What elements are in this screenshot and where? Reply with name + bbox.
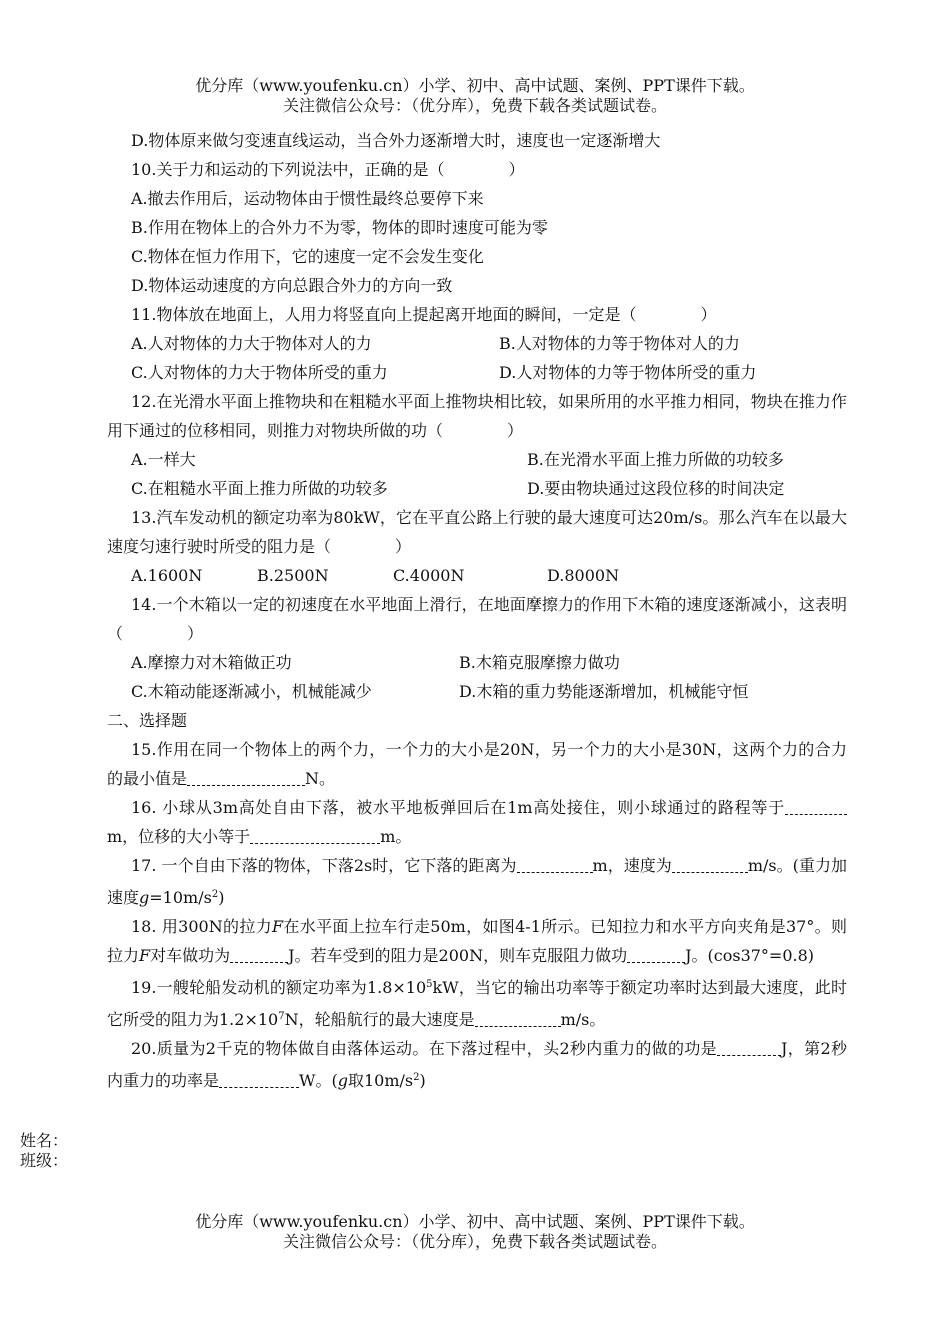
q18-f-symbol: F bbox=[272, 917, 284, 936]
q11-options-row-2 bbox=[107, 358, 847, 387]
q15-text bbox=[107, 735, 847, 793]
q18-text-1: 18. 用300N的拉力 bbox=[131, 917, 272, 936]
student-class-label: 班级： bbox=[20, 1151, 69, 1170]
q15-answer-blank[interactable] bbox=[187, 767, 305, 786]
q14-options-row-1 bbox=[107, 648, 847, 677]
q17-superscript: 2 bbox=[211, 889, 219, 900]
q13-option-b: B.2500N bbox=[257, 566, 329, 585]
q14-option-d: D.木箱的重力势能逐渐增加，机械能守恒 bbox=[459, 682, 749, 701]
q19-text-1: 19.一艘轮船发动机的额定功率为1.8×10 bbox=[131, 978, 427, 997]
q20-text bbox=[107, 1034, 847, 1095]
q10-option-a: A.撤去作用后，运动物体由于惯性最终总要停下来 bbox=[131, 189, 484, 208]
header-line-2: 关注微信公众号：（优分库），免费下载各类试题试卷。 bbox=[282, 96, 667, 115]
q10-option-b: B.作用在物体上的合外力不为零，物体的即时速度可能为零 bbox=[131, 218, 548, 237]
q18-text-4: J。若车受到的阻力是200N，则车克服阻力做功 bbox=[288, 946, 628, 965]
q10-stem: 10.关于力和运动的下列说法中，正确的是（ ） bbox=[131, 160, 525, 179]
q16-answer-blank-1[interactable] bbox=[785, 796, 847, 815]
q19-text bbox=[107, 970, 847, 1034]
q17-text-4: =10m/s bbox=[149, 888, 212, 907]
q11-option-a: A.人对物体的力大于物体对人的力 bbox=[131, 334, 372, 353]
q13-option-c: C.4000N bbox=[393, 566, 465, 585]
q15-text-1: 15.作用在同一个物体上的两个力，一个力的大小是20N，另一个力的大小是30N，这两个力的合力的最小值是 bbox=[107, 740, 847, 788]
q20-g-symbol: g bbox=[337, 1071, 348, 1090]
q20-text-4: 取10m/s bbox=[347, 1071, 414, 1090]
q12-stem: 12.在光滑水平面上推物块和在粗糙水平面上推物块相比较，如果所用的水平推力相同，物块在推力作用下通过的位移相同，则推力对物块所做的功（ ） bbox=[107, 392, 847, 440]
q18-text bbox=[107, 912, 847, 970]
q16-text-2: m，位移的大小等于 bbox=[107, 827, 251, 846]
q10-option-d: D.物体运动速度的方向总跟合外力的方向一致 bbox=[131, 276, 453, 295]
q18-text-3: 对车做功为 bbox=[150, 946, 231, 965]
q13-options bbox=[107, 561, 847, 590]
q16-text bbox=[107, 793, 847, 851]
q18-answer-blank-1[interactable] bbox=[230, 944, 288, 963]
q11-option-c: C.人对物体的力大于物体所受的重力 bbox=[131, 363, 388, 382]
q14-stem: 14.一个木箱以一定的初速度在水平地面上滑行，在地面摩擦力的作用下木箱的速度逐渐减小，这表明（ ） bbox=[107, 595, 847, 643]
q18-answer-blank-2[interactable] bbox=[627, 944, 685, 963]
q16-text-3: m。 bbox=[380, 827, 412, 846]
q10-option-c: C.物体在恒力作用下，它的速度一定不会发生变化 bbox=[131, 247, 484, 266]
q13-option-d: D.8000N bbox=[547, 566, 620, 585]
q19-text-2: kW，当它的输出功率等于额定功率时达到最大速度，此时它所受的阻力为1.2×10 bbox=[107, 978, 847, 1029]
q14-option-b: B.木箱克服摩擦力做功 bbox=[459, 653, 620, 672]
q18-text-5: J。(cos37°=0.8) bbox=[685, 946, 815, 965]
q16-text-1: 16. 小球从3m高处自由下落，被水平地板弹回后在1m高处接住，则小球通过的路程等于 bbox=[131, 798, 785, 817]
q20-text-2: J，第2秒内重力的功率是 bbox=[107, 1039, 847, 1090]
q17-answer-blank-1[interactable] bbox=[517, 854, 593, 873]
q12-options-row-1 bbox=[107, 445, 847, 474]
q20-text-3: W。( bbox=[299, 1071, 338, 1090]
q17-text-5: ) bbox=[218, 888, 225, 907]
section-2-heading: 二、选择题 bbox=[107, 711, 188, 730]
q18-text-2: 在水平面上拉车行走50m，如图4-1所示。已知拉力和水平方向夹角是37°。则拉力 bbox=[107, 917, 847, 965]
q19-text-4: m/s。 bbox=[560, 1010, 606, 1029]
q19-superscript-2: 7 bbox=[278, 1011, 285, 1022]
q17-g-symbol: g bbox=[139, 888, 150, 907]
q14-options-row-2 bbox=[107, 677, 847, 706]
q14-option-a: A.摩擦力对木箱做正功 bbox=[131, 653, 292, 672]
q17-text-2: m，速度为 bbox=[592, 856, 672, 875]
q12-option-a: A.一样大 bbox=[131, 450, 196, 469]
q20-answer-blank-2[interactable] bbox=[219, 1069, 299, 1088]
q12-options-row-2 bbox=[107, 474, 847, 503]
q17-text-3: m/s。(重力加速度 bbox=[107, 856, 847, 907]
q11-option-d: D.人对物体的力等于物体所受的重力 bbox=[499, 363, 757, 382]
page-footer bbox=[0, 1212, 950, 1252]
q19-answer-blank[interactable] bbox=[475, 1008, 561, 1027]
q20-text-1: 20.质量为2千克的物体做自由落体运动。在下落过程中，头2秒内重力的做的功是 bbox=[131, 1039, 718, 1058]
q15-text-2: N。 bbox=[305, 769, 336, 788]
q17-text-1: 17. 一个自由下落的物体，下落2s时，它下落的距离为 bbox=[131, 856, 517, 875]
q19-text-3: N，轮船航行的最大速度是 bbox=[284, 1010, 475, 1029]
q11-options-row-1 bbox=[107, 329, 847, 358]
q9-option-d: D.物体原来做匀变速直线运动，当合外力逐渐增大时，速度也一定逐渐增大 bbox=[131, 131, 661, 150]
q20-superscript: 2 bbox=[413, 1072, 420, 1083]
q19-superscript-1: 5 bbox=[426, 979, 433, 990]
footer-line-2: 关注微信公众号：（优分库），免费下载各类试题试卷。 bbox=[282, 1232, 667, 1251]
q20-answer-blank-1[interactable] bbox=[717, 1037, 781, 1056]
q11-stem: 11.物体放在地面上，人用力将竖直向上提起离开地面的瞬间，一定是（ ） bbox=[131, 305, 717, 324]
q12-option-b: B.在光滑水平面上推力所做的功较多 bbox=[527, 450, 784, 469]
q12-option-c: C.在粗糙水平面上推力所做的功较多 bbox=[131, 479, 388, 498]
q14-option-c: C.木箱动能逐渐减小，机械能减少 bbox=[131, 682, 372, 701]
q12-option-d: D.要由物块通过这段位移的时间决定 bbox=[527, 479, 785, 498]
student-name-label: 姓名： bbox=[20, 1131, 69, 1150]
q20-text-5: ) bbox=[419, 1071, 426, 1090]
q13-option-a: A.1600N bbox=[131, 566, 203, 585]
page-header bbox=[0, 76, 950, 116]
q16-answer-blank-2[interactable] bbox=[250, 825, 380, 844]
exam-content bbox=[107, 126, 847, 1095]
q13-stem: 13.汽车发动机的额定功率为80kW，它在平直公路上行驶的最大速度可达20m/s。那么汽车在以最大速度匀速行驶时所受的阻力是（ ） bbox=[107, 508, 847, 556]
footer-line-1: 优分库（www.youfenku.cn）小学、初中、高中试题、案例、PPT课件下载。 bbox=[195, 1212, 755, 1231]
header-line-1: 优分库（www.youfenku.cn）小学、初中、高中试题、案例、PPT课件下载。 bbox=[195, 76, 755, 95]
q17-answer-blank-2[interactable] bbox=[672, 854, 748, 873]
q18-f-symbol-2: F bbox=[139, 946, 151, 965]
q17-text bbox=[107, 851, 847, 912]
q11-option-b: B.人对物体的力等于物体对人的力 bbox=[499, 334, 740, 353]
